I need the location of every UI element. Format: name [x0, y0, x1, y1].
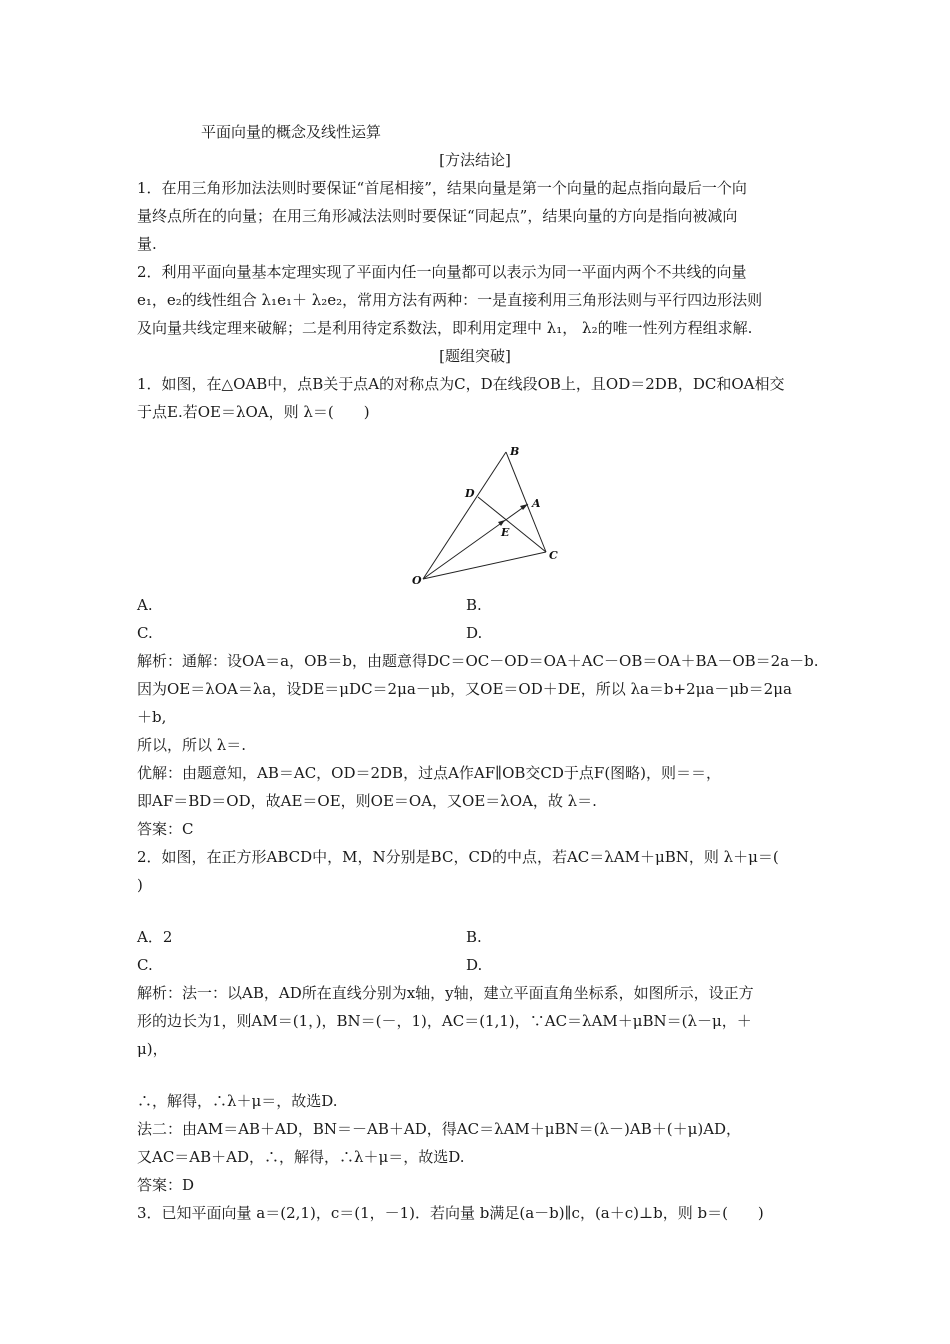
- section-heading-problems: [题组突破]: [439, 347, 511, 365]
- label-E: E: [501, 526, 510, 539]
- q1-solution-line: 优解：由题意知，AB＝AC，OD＝2DB，过点A作AF∥OB交CD于点F(图略)，则＝＝，: [137, 764, 722, 782]
- question-3-line: 3．已知平面向量 a＝(2,1)，c＝(1，－1)．若向量 b满足(a－b)∥c，(a＋c)⊥b，则 b＝( ): [137, 1204, 764, 1222]
- q2-solution-line: 又AC＝AB＋AD，∴，解得，∴λ＋μ＝，故选D.: [137, 1148, 465, 1166]
- text-line: e₁，e₂的线性组合 λ₁e₁＋ λ₂e₂，常用方法有两种：一是直接利用三角形法则与平行四边形法则: [137, 291, 763, 309]
- text-line: 量.: [137, 235, 157, 253]
- label-O: O: [412, 574, 422, 587]
- q1-solution-line: ＋b,: [137, 708, 167, 726]
- q2-option-d: D.: [466, 956, 483, 974]
- q1-option-d: D.: [466, 624, 483, 642]
- text-line: 量终点所在的向量；在用三角形减法法则时要保证“同起点”，结果向量的方向是指向被减向: [137, 207, 738, 225]
- question-2-line: 2．如图，在正方形ABCD中，M，N分别是BC，CD的中点，若AC＝λAM＋μBN，则 λ＋μ＝(: [137, 848, 779, 866]
- q1-option-c: C.: [137, 624, 153, 642]
- section-heading-method: [方法结论]: [439, 151, 511, 169]
- q2-option-b: B.: [466, 928, 482, 946]
- text-line: 及向量共线定理来破解；二是利用待定系数法，即利用定理中 λ₁， λ₂的唯一性列方程组求解.: [137, 319, 753, 337]
- label-A: A: [532, 497, 541, 510]
- q1-solution-line: 即AF＝BD＝OD，故AE＝OE，则OE＝OA，又OE＝λOA，故 λ＝.: [137, 792, 597, 810]
- q1-solution-line: 所以，所以 λ＝.: [137, 736, 247, 754]
- label-B: B: [510, 445, 520, 458]
- q1-answer: 答案：C: [137, 820, 194, 838]
- label-C: C: [549, 549, 558, 562]
- triangle-figure: [410, 440, 570, 590]
- label-D: D: [465, 487, 475, 500]
- q2-solution-line: 解析：法一：以AB，AD所在直线分别为x轴，y轴，建立平面直角坐标系，如图所示，设正方: [137, 984, 754, 1002]
- q2-answer: 答案：D: [137, 1176, 195, 1194]
- q2-option-a: A．2: [137, 928, 173, 946]
- q2-solution-line: 形的边长为1，则AM＝(1，)，BN＝(－，1)，AC＝(1,1)，∵AC＝λAM＋μBN＝(λ－μ，＋: [137, 1012, 752, 1030]
- q1-option-a: A.: [137, 596, 153, 614]
- text-line: 1．在用三角形加法法则时要保证“首尾相接”，结果向量是第一个向量的起点指向最后一个向: [137, 179, 747, 197]
- q2-option-c: C.: [137, 956, 153, 974]
- q1-solution-line: 解析：通解：设OA＝a，OB＝b，由题意得DC＝OC－OD＝OA＋AC－OB＝OA＋BA－OB＝2a－b.: [137, 652, 819, 670]
- q1-option-b: B.: [466, 596, 482, 614]
- question-2-line: ): [137, 876, 143, 894]
- text-line: 2．利用平面向量基本定理实现了平面内任一向量都可以表示为同一平面内两个不共线的向量: [137, 263, 747, 281]
- q2-solution-line: ∴，解得，∴λ＋μ＝，故选D.: [137, 1092, 338, 1110]
- q2-solution-line: 法二：由AM＝AB＋AD，BN＝－AB＋AD，得AC＝λAM＋μBN＝(λ－)AB＋(＋μ)AD，: [137, 1120, 742, 1138]
- segment-OB: [423, 452, 506, 579]
- q1-solution-line: 因为OE＝λOA＝λa，设DE＝μDC＝2μa－μb，又OE＝OD＋DE，所以 λa＝b+2μa－μb＝2μa: [137, 680, 792, 698]
- doc-title: 平面向量的概念及线性运算: [201, 123, 382, 141]
- question-1-line: 于点E.若OE＝λOA，则 λ＝( ): [137, 403, 370, 421]
- q2-solution-line: μ)，: [137, 1040, 168, 1058]
- question-1-line: 1．如图，在△OAB中，点B关于点A的对称点为C，D在线段OB上，且OD＝2DB，DC和OA相交: [137, 375, 785, 393]
